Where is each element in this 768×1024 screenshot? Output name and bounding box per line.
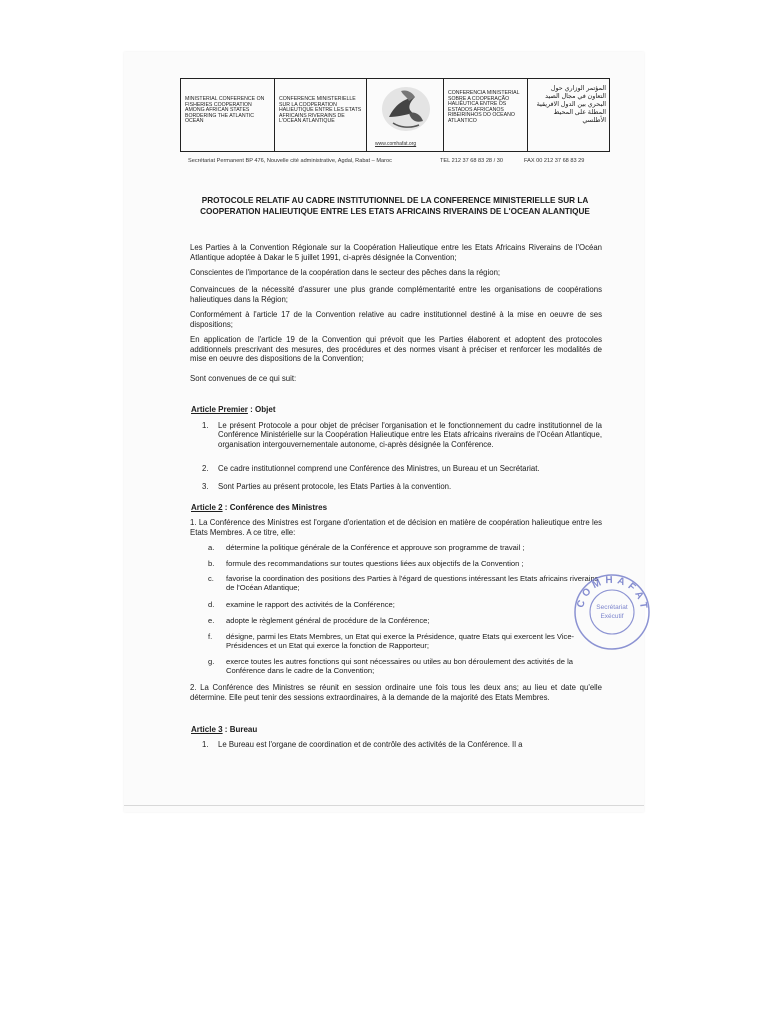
preamble-paragraph-6: Sont convenues de ce qui suit: [190,374,297,383]
article-2-item-d: d. examine le rapport des activités de la Conférence; [208,600,395,609]
preamble-paragraph-1: Les Parties à la Convention Régionale sur la Coopération Halieutique entre les Etats Africains Riverains de l'Océan Atlantique adoptée à Dakar le 5 juillet 1991, ci-après désignée la Convention; [190,243,602,262]
article-3-heading: Article 3 : Bureau [191,725,258,734]
preamble-paragraph-2: Conscientes de l'importance de la coopération dans le secteur des pêches dans la région; [190,268,501,277]
letterhead-logo-cell [367,79,444,151]
comhafat-logo-icon [379,83,433,135]
letterhead [180,78,610,152]
stamp-line-1: Secrétariat [596,604,628,611]
article-1-item-1: 1. Le présent Protocole a pour objet de préciser l'organisation et le fonctionnement du cadre institutionnel de la Conférence Ministérielle sur la Coopération Halieutique entre les Etats africains riverains de l'Océan Atlantique, organisation intergouvernementale autonome, ci-après désignée la Conférence. [202,421,602,449]
article-3-item-1: 1. Le Bureau est l'organe de coordination et de contrôle des activités de la Conférence. Il a [202,740,523,749]
letterhead-english: MINISTERIAL CONFERENCE ON FISHERIES COOPERATION AMONG AFRICAN STATES BORDERING THE ATLANTIC OCEAN [181,79,275,151]
secretariat-tel: TEL 212 37 68 83 28 / 30 [440,158,503,164]
document-title: PROTOCOLE RELATIF AU CADRE INSTITUTIONNEL DE LA CONFERENCE MINISTERIELLE SUR LA COOPERATION HALIEUTIQUE ENTRE LES ETATS AFRICAINS RIVERAINS DE L'OCEAN ALANTIQUE [200,196,590,216]
stamp-line-2: Exécutif [600,613,624,620]
article-2-item-g: g. exerce toutes les autres fonctions qui sont nécessaires ou utiles au bon déroulement des activités de la Conférence dans le cadre de la Convention; [208,657,573,676]
preamble-paragraph-4: Conformément à l'article 17 de la Convention relative au cadre institutionnel destiné à la mise en oeuvre de ses dispositions; [190,310,602,329]
article-2-item-c: c. favorise la coordination des positions des Parties à l'égard de questions intéressant les Etats africains riverains de l'Océan Atlantique; [208,574,599,593]
preamble-paragraph-5: En application de l'article 19 de la Convention qui prévoit que les Parties élaborent et adoptent des protocoles additionnels prescrivant des mesures, des procédures et des normes visant à préciser et renforcer les modalités de mise en oeuvre des dispositions de la Convention; [190,335,602,364]
letterhead-arabic: المؤتمر الوزاري حول التعاون في مجال الصيد البحري بين الدول الافريقية المطلة على المحيط الأطلسي [536,85,606,124]
official-stamp [572,572,652,652]
article-2-item-b: b. formule des recommandations sur toutes questions liées aux objectifs de la Convention ; [208,559,524,568]
letterhead-french: CONFERENCE MINISTERIELLE SUR LA COOPERATION HALIEUTIQUE ENTRE LES ETATS AFRICAINS RIVERAINS DE L'OCEAN ATLANTIQUE [275,79,367,151]
article-2-item-e: e. adopte le règlement général de procédure de la Conférence; [208,616,430,625]
stamp-inner-ring [590,590,634,634]
article-2-heading: Article 2 : Conférence des Ministres [191,503,328,512]
secretariat-address: Secrétariat Permanent BP 476, Nouvelle cité administrative, Agdal, Rabat – Maroc [188,158,392,164]
article-2-item-f: f. désigne, parmi les Etats Membres, un Etat qui exerce la Présidence, quatre Etats qui exercent les Vice-Présidences et un Etat qui exerce la fonction de Rapporteur; [208,632,575,651]
website-link[interactable]: www.comhafat.org [375,141,417,148]
page-bottom-edge [124,805,644,806]
article-2-intro: 1. La Conférence des Ministres est l'organe d'orientation et de décision en matière de coopération halieutique entre les Etats Membres. A ce titre, elle: [190,518,602,537]
article-1-item-2: 2. Ce cadre institutionnel comprend une Conférence des Ministres, un Bureau et un Secrétariat. [202,464,540,473]
secretariat-address-line [188,158,608,164]
stamp-ring-text: COMHAFAT [575,574,650,614]
preamble-paragraph-3: Convaincues de la nécessité d'assurer une plus grande complémentarité entre les organisations de coopérations halieutiques dans la Région; [190,285,602,304]
letterhead-portuguese: CONFERENCIA MINISTERIAL SOBRE A COOPERAÇÃO HALIÊUTICA ENTRE OS ESTADOS AFRICANOS RIBEIRINHOS DO OCEANO ATLANTICO [444,79,528,151]
article-1-item-3: 3. Sont Parties au présent protocole, les Etats Parties à la convention. [202,482,452,491]
article-1-heading: Article Premier : Objet [191,405,276,414]
secretariat-fax: FAX 00 212 37 68 83 29 [524,158,585,164]
article-2-item-a: a. détermine la politique générale de la Conférence et approuve son programme de travail ; [208,543,525,552]
article-2-paragraph-2: 2. La Conférence des Ministres se réunit en session ordinaire une fois tous les deux ans; au lieu et date qu'elle détermine. Elle peut tenir des sessions extraordinaires, à la demande de la majorité des Etats Membres. [190,683,602,702]
